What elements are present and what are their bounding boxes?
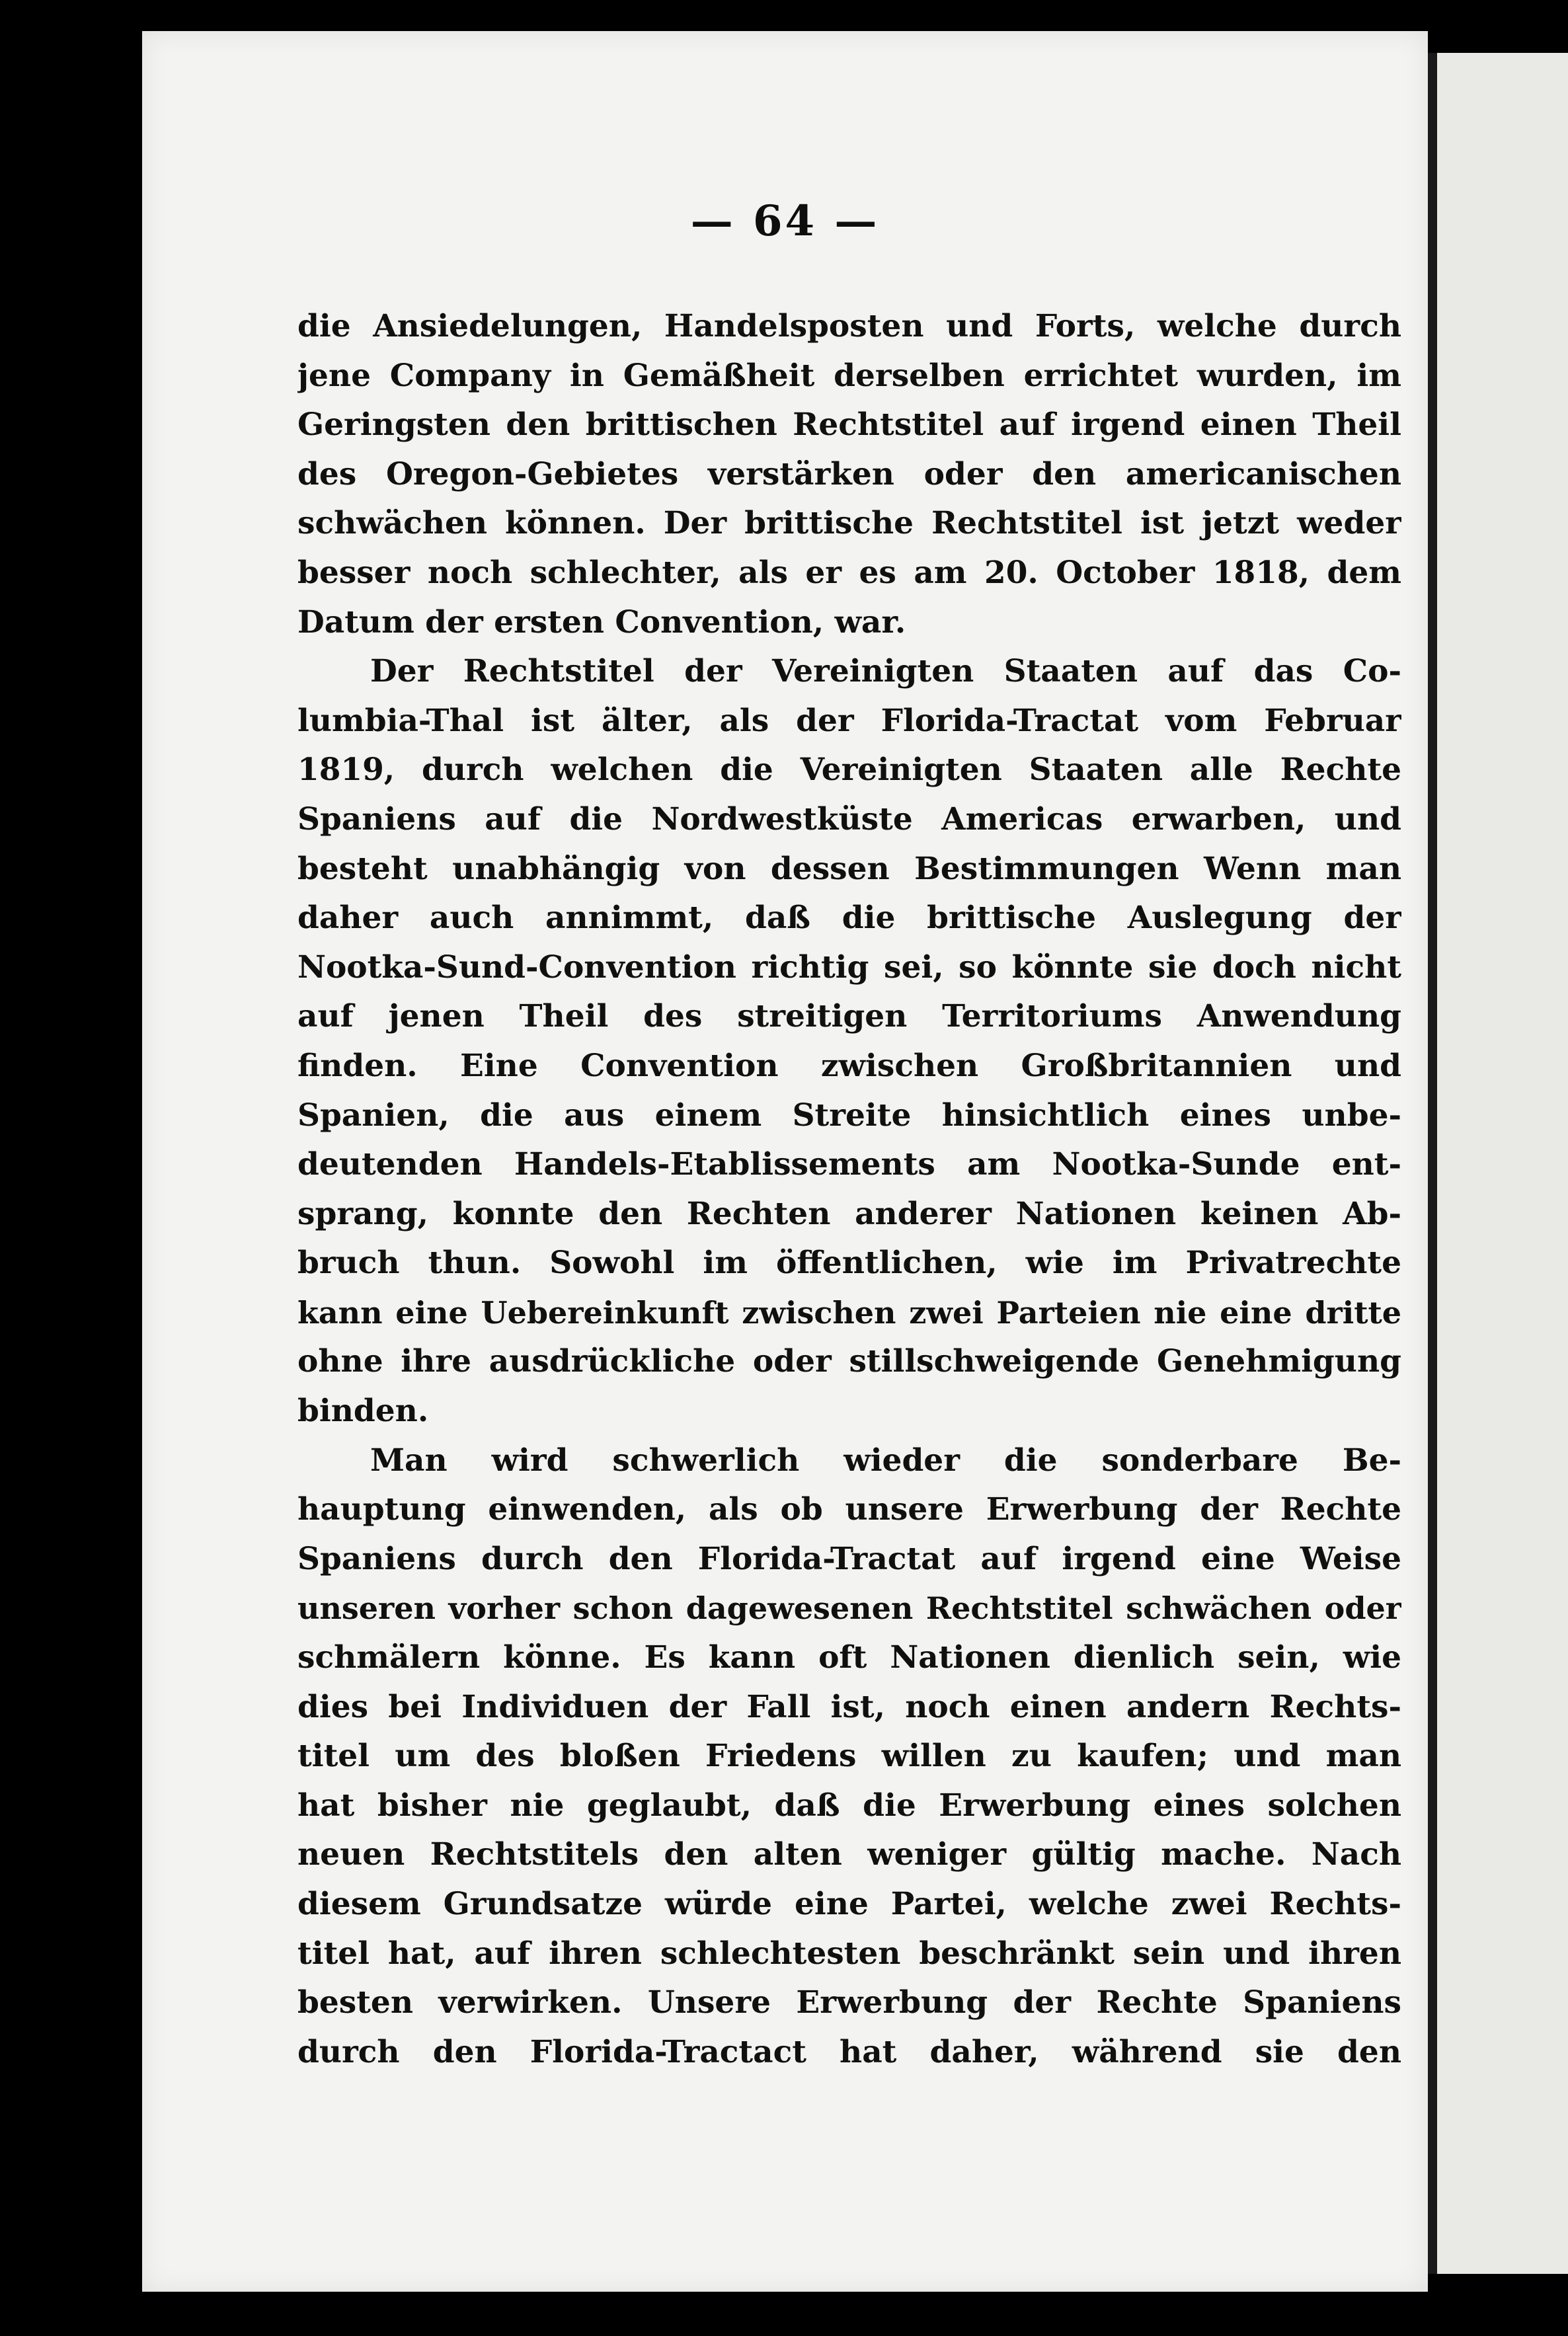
text-line: des Oregon-Gebietes verstärken oder den americanischen <box>297 455 1401 492</box>
text-line: jene Company in Gemäßheit derselben errichtet wurden, im <box>297 357 1401 394</box>
text-line: binden. <box>297 1393 429 1430</box>
text-line: titel hat, auf ihren schlechtesten beschränkt sein und ihren <box>297 1935 1401 1972</box>
text-line: Spanien, die aus einem Streite hinsichtlich eines unbe- <box>297 1097 1401 1134</box>
text-line: lumbia-Thal ist älter, als der Florida-Tractat vom Februar <box>297 702 1401 739</box>
text-line: deutenden Handels-Etablissements am Nootka-Sunde ent- <box>297 1146 1401 1183</box>
text-line: auf jenen Theil des streitigen Territoriums Anwendung <box>297 998 1401 1035</box>
text-line: besteht unabhängig von dessen Bestimmungen Wenn man <box>297 850 1401 887</box>
text-line: 1819, durch welchen die Vereinigten Staaten alle Rechte <box>297 752 1401 789</box>
body-text <box>297 302 1401 2077</box>
page-gutter-shadow <box>1428 53 1437 2274</box>
text-line: sprang, konnte den Rechten anderer Nationen keinen Ab- <box>297 1195 1401 1232</box>
text-line: schmälern könne. Es kann oft Nationen dienlich sein, wie <box>297 1639 1401 1676</box>
text-line: dies bei Individuen der Fall ist, noch einen andern Rechts- <box>297 1688 1401 1725</box>
text-line: bruch thun. Sowohl im öffentlichen, wie im Privatrechte <box>297 1245 1401 1282</box>
text-line: finden. Eine Convention zwischen Großbritannien und <box>297 1047 1401 1084</box>
text-line: schwächen können. Der brittische Rechtstitel ist jetzt weder <box>297 505 1401 542</box>
text-line: Man wird schwerlich wieder die sonderbare Be- <box>370 1442 1401 1479</box>
text-line: ohne ihre ausdrückliche oder stillschweigende Genehmigung <box>297 1343 1401 1380</box>
text-line: diesem Grundsatze würde eine Partei, welche zwei Rechts- <box>297 1886 1401 1922</box>
text-line: Der Rechtstitel der Vereinigten Staaten auf das Co- <box>370 653 1401 690</box>
book-page <box>142 31 1428 2292</box>
text-line: kann eine Uebereinkunft zwischen zwei Parteien nie eine dritte <box>297 1294 1401 1331</box>
text-line: durch den Florida-Tractact hat daher, während sie den <box>297 2033 1401 2070</box>
text-line: Nootka-Sund-Convention richtig sei, so könnte sie doch nicht <box>297 949 1401 986</box>
text-line: hat bisher nie geglaubt, daß die Erwerbung eines solchen <box>297 1787 1401 1824</box>
text-line: neuen Rechtstitels den alten weniger gültig mache. Nach <box>297 1836 1401 1873</box>
text-line: unseren vorher schon dagewesenen Rechtstitel schwächen oder <box>297 1590 1401 1627</box>
text-line: daher auch annimmt, daß die brittische Auslegung der <box>297 900 1401 937</box>
text-line: Datum der ersten Convention, war. <box>297 603 906 641</box>
text-line: die Ansiedelungen, Handelsposten und Forts, welche durch <box>297 308 1401 344</box>
text-line: Spaniens durch den Florida-Tractat auf irgend eine Weise <box>297 1540 1401 1577</box>
text-line: besser noch schlechter, als er es am 20. October 1818, dem <box>297 554 1401 591</box>
text-line: besten verwirken. Unsere Erwerbung der Rechte Spaniens <box>297 1984 1401 2021</box>
text-line: hauptung einwenden, als ob unsere Erwerbung der Rechte <box>297 1491 1401 1528</box>
text-line: Geringsten den brittischen Rechtstitel auf irgend einen Theil <box>297 407 1401 444</box>
text-line: titel um des bloßen Friedens willen zu kaufen; und man <box>297 1738 1401 1775</box>
facing-page-edge <box>1437 53 1568 2274</box>
page-number: — 64 — <box>690 196 880 246</box>
text-line: Spaniens auf die Nordwestküste Americas erwarben, und <box>297 800 1401 837</box>
